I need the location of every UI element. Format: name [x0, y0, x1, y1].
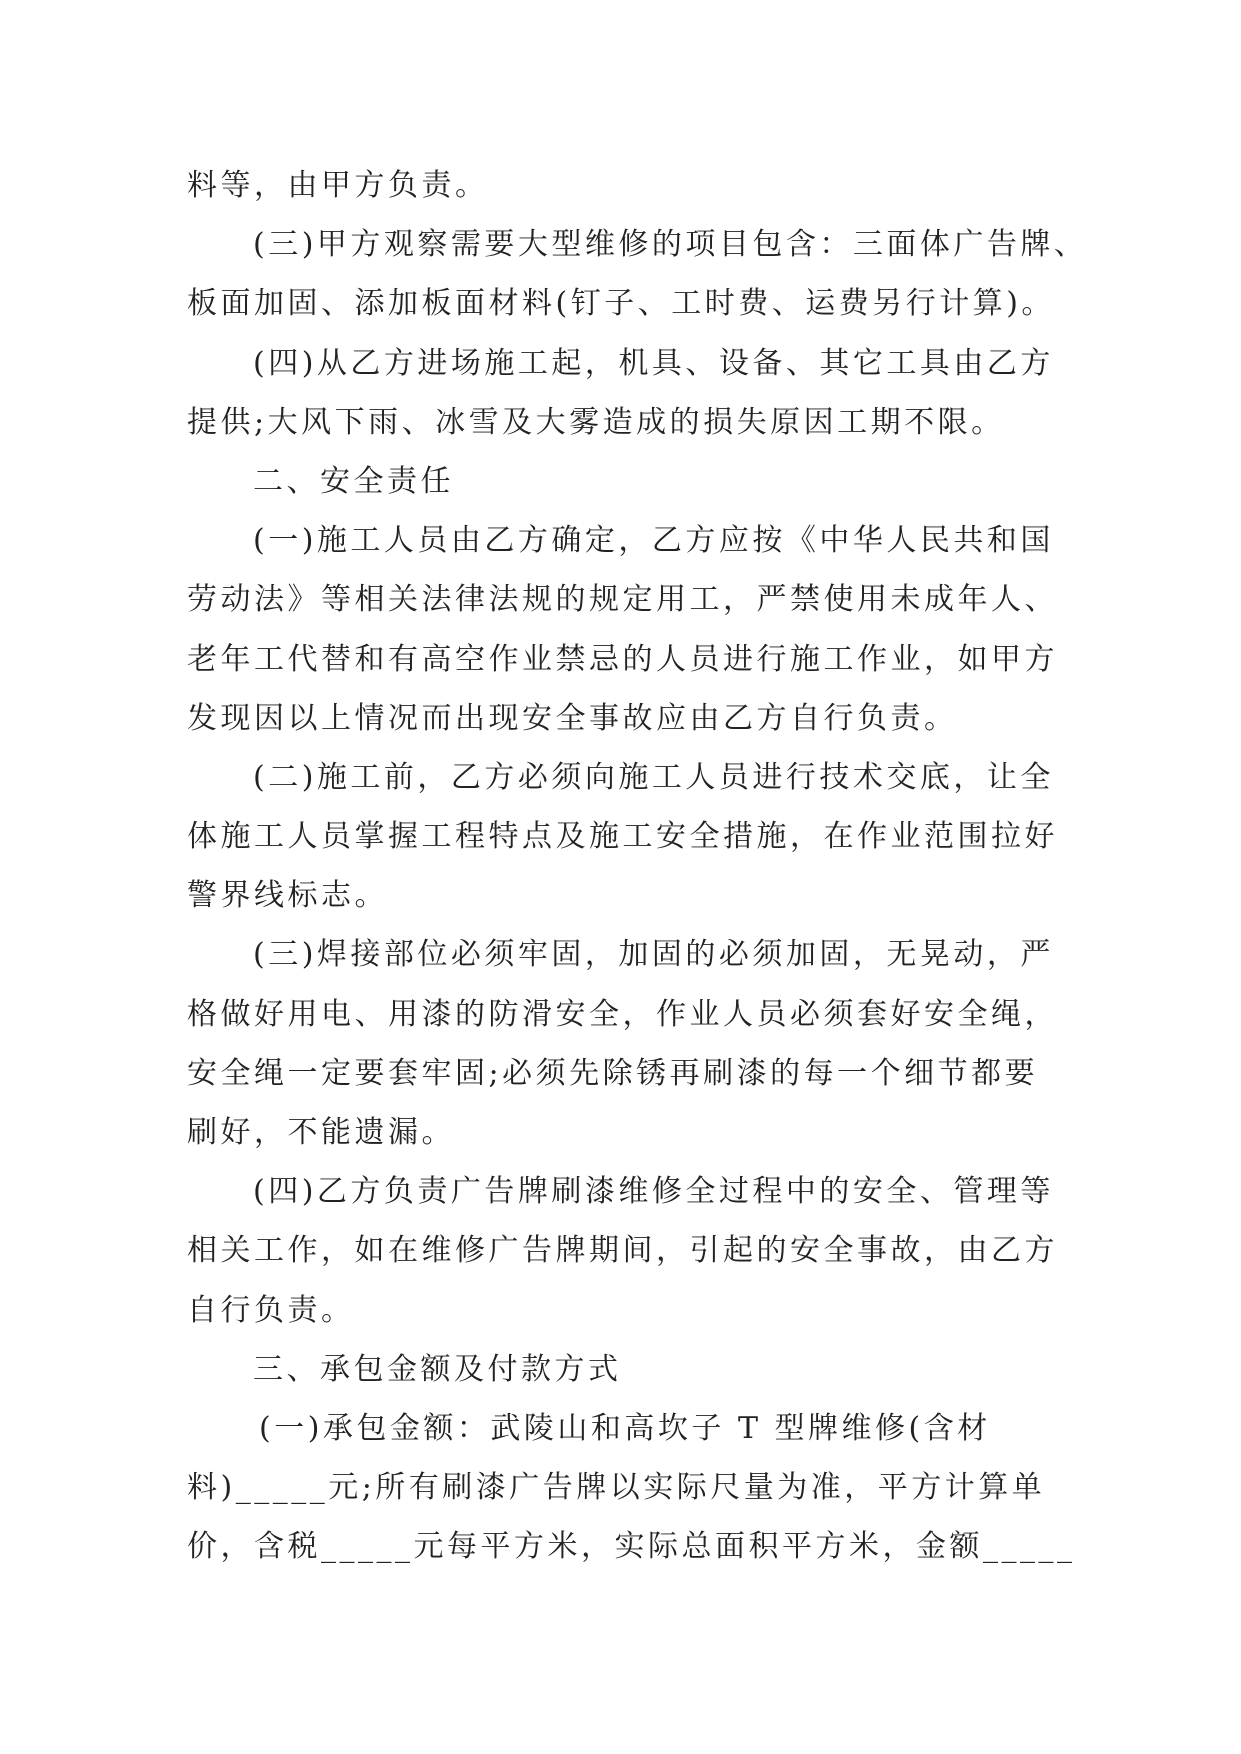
text-line: 相关工作，如在维修广告牌期间，引起的安全事故，由乙方 — [187, 1233, 1058, 1269]
text-line: 发现因以上情况而出现安全事故应由乙方自行负责。 — [187, 700, 958, 736]
text-line: 安全绳一定要套牢固;必须先除锈再刷漆的每一个细节都要 — [187, 1055, 1039, 1091]
text-line: 板面加固、添加板面材料(钉子、工时费、运费另行计算)。 — [187, 286, 1055, 322]
text-line: 警界线标志。 — [187, 878, 388, 914]
document-body — [187, 156, 1088, 1577]
text-line: 老年工代替和有高空作业禁忌的人员进行施工作业，如甲方 — [187, 641, 1058, 677]
text-line: (三)焊接部位必须牢固，加固的必须加固，无晃动，严 — [253, 937, 1054, 973]
text-line: 体施工人员掌握工程特点及施工安全措施，在作业范围拉好 — [187, 819, 1058, 855]
text-line: (一)施工人员由乙方确定，乙方应按《中华人民共和国 — [253, 523, 1054, 559]
text-line: (三)甲方观察需要大型维修的项目包含：三面体广告牌、 — [253, 227, 1088, 263]
text-line: 自行负责。 — [187, 1292, 355, 1328]
text-line: 料)_____元;所有刷漆广告牌以实际尺量为准，平方计算单 — [187, 1470, 1046, 1506]
section-heading: 三、承包金额及付款方式 — [253, 1351, 622, 1387]
text-line: 提供;大风下雨、冰雪及大雾造成的损失原因工期不限。 — [187, 404, 1005, 440]
text-line: 价，含税_____元每平方米，实际总面积平方米，金额_____ — [187, 1529, 1076, 1565]
text-line: 刷好，不能遗漏。 — [187, 1115, 455, 1150]
text-line: (二)施工前，乙方必须向施工人员进行技术交底，让全 — [253, 759, 1054, 795]
text-line: 料等，由甲方负责。 — [187, 168, 489, 203]
section-heading: 二、安全责任 — [253, 463, 454, 499]
text-line: 格做好用电、用漆的防滑安全，作业人员必须套好安全绳， — [187, 996, 1058, 1032]
text-line: (四)乙方负责广告牌刷漆维修全过程中的安全、管理等 — [253, 1174, 1054, 1210]
text-line: 劳动法》等相关法律法规的规定用工，严禁使用未成年人、 — [187, 582, 1058, 618]
text-line: (四)从乙方进场施工起，机具、设备、其它工具由乙方 — [253, 345, 1054, 381]
text-line: (一)承包金额：武陵山和高坎子 T 型牌维修(含材 — [259, 1410, 991, 1446]
